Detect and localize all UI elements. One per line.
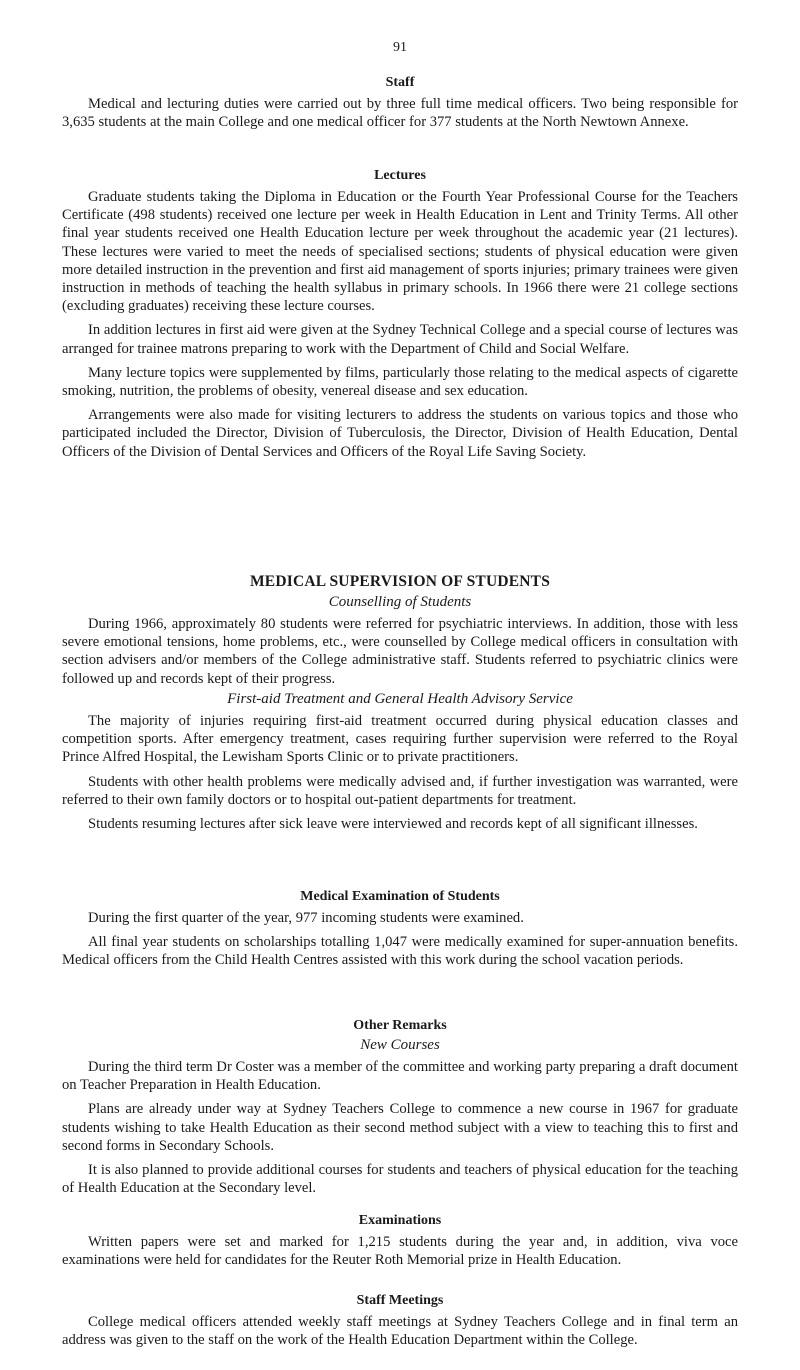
staff-section [62,72,738,131]
first-aid-paragraph-1: The majority of injuries requiring first-aid treatment occurred during physical education classes and competition sports. After emergency treatment, cases requiring further supervision were referred to the Royal Prince Alfred Hospital, the Lewisham Sports Clinic or to private practitioners. [62,713,738,766]
medical-examination-heading: Medical Examination of Students [300,889,500,904]
other-remarks-paragraph-1: During the third term Dr Coster was a member of the committee and working party preparing a draft document on Teacher Preparation in Health Education. [62,1059,738,1094]
staff-heading: Staff [385,75,415,90]
lectures-paragraph-3: Many lecture topics were supplemented by films, particularly those relating to the medical aspects of cigarette smoking, nutrition, the problems of obesity, venereal disease and sex education. [62,364,738,400]
counselling-subheading: Counselling of Students [328,594,472,610]
new-courses-subheading: New Courses [360,1037,440,1053]
medical-supervision-heading: MEDICAL SUPERVISION OF STUDENTS [249,573,551,590]
lectures-heading: Lectures [374,168,426,183]
other-remarks-paragraph-3: It is also planned to provide additional courses for students and teachers of physical education for the teaching of Health Education at the Secondary level. [62,1162,738,1197]
examinations-heading: Examinations [358,1213,442,1228]
examinations-section [62,1210,738,1269]
other-remarks-section [62,1018,738,1197]
lectures-paragraph-4: Arrangements were also made for visiting lecturers to address the students on various topics and those who participated included the Director, Division of Tuberculosis, the Director, Division of Health Education, Dental Officers of the Division of Dental Services and Officers of the Royal Life Saving Society. [62,407,738,460]
staff-meetings-section [62,1290,738,1349]
medical-examination-paragraph-1: During the first quarter of the year, 977 incoming students were examined. [88,910,524,926]
staff-meetings-heading: Staff Meetings [356,1293,444,1308]
staff-meetings-paragraph: College medical officers attended weekly staff meetings at Sydney Teachers College and in final term an address was given to the staff on the work of the Health Education Department within the College. [62,1314,738,1349]
other-remarks-heading: Other Remarks [353,1018,447,1033]
page-number: 91 [393,40,407,55]
staff-paragraph: Medical and lecturing duties were carried out by three full time medical officers. Two being responsible for 3,635 students at the main College and one medical officer for 377 students at the North Newtown Annexe. [62,96,738,131]
other-remarks-paragraph-2: Plans are already under way at Sydney Teachers College to commence a new course in 1967 for graduate students wishing to take Health Education as their second method subject with a view to teaching this to first and second forms in Secondary Schools. [62,1101,738,1154]
lectures-section [62,165,738,461]
examinations-paragraph: Written papers were set and marked for 1,215 students during the year and, in addition, viva voce examinations were held for candidates for the Reuter Roth Memorial prize in Health Education. [62,1234,738,1269]
medical-supervision-section [62,573,738,688]
counselling-paragraph: During 1966, approximately 80 students were referred for psychiatric interviews. In addition, those with less severe emotional tensions, home problems, etc., were counselled by College medical officers in consultation with section advisers and/or members of the College administrative staff. Students referred to psychiatric clinics were followed up and records kept of their progress. [62,616,738,687]
medical-examination-paragraph-2: All final year students on scholarships totalling 1,047 were medically examined for super-annuation benefits. Medical officers from the Child Health Centres assisted with this work during the school vacation periods. [62,934,738,969]
lectures-paragraph-1: Graduate students taking the Diploma in Education or the Fourth Year Professional Course for the Teachers Certificate (498 students) received one lecture per week in Health Education in Lent and Trinity Terms. All other final year students received one Health Education lecture per week throughout the academic year (21 lectures). These lectures were varied to meet the needs of specialised sections; students of physical education were given more detailed instruction in the prevention and first aid management of sports injuries; primary trainees were given instruction in methods of teaching the health syllabus in primary schools. In 1966 there were 21 college sections (excluding graduates) receiving these lecture courses. [62,189,738,315]
first-aid-section [62,688,738,833]
lectures-paragraph-2: In addition lectures in first aid were given at the Sydney Technical College and a special course of lectures was arranged for trainee matrons preparing to work with the Department of Child and Social Welfare. [62,322,738,357]
first-aid-paragraph-3: Students resuming lectures after sick leave were interviewed and records kept of all significant illnesses. [88,816,698,833]
medical-examination-section [62,886,738,970]
first-aid-paragraph-2: Students with other health problems were medically advised and, if further investigation was warranted, were referred to their own family doctors or to hospital out-patient departments for treatment. [62,773,738,808]
first-aid-subheading: First-aid Treatment and General Health Advisory Service [227,691,573,707]
